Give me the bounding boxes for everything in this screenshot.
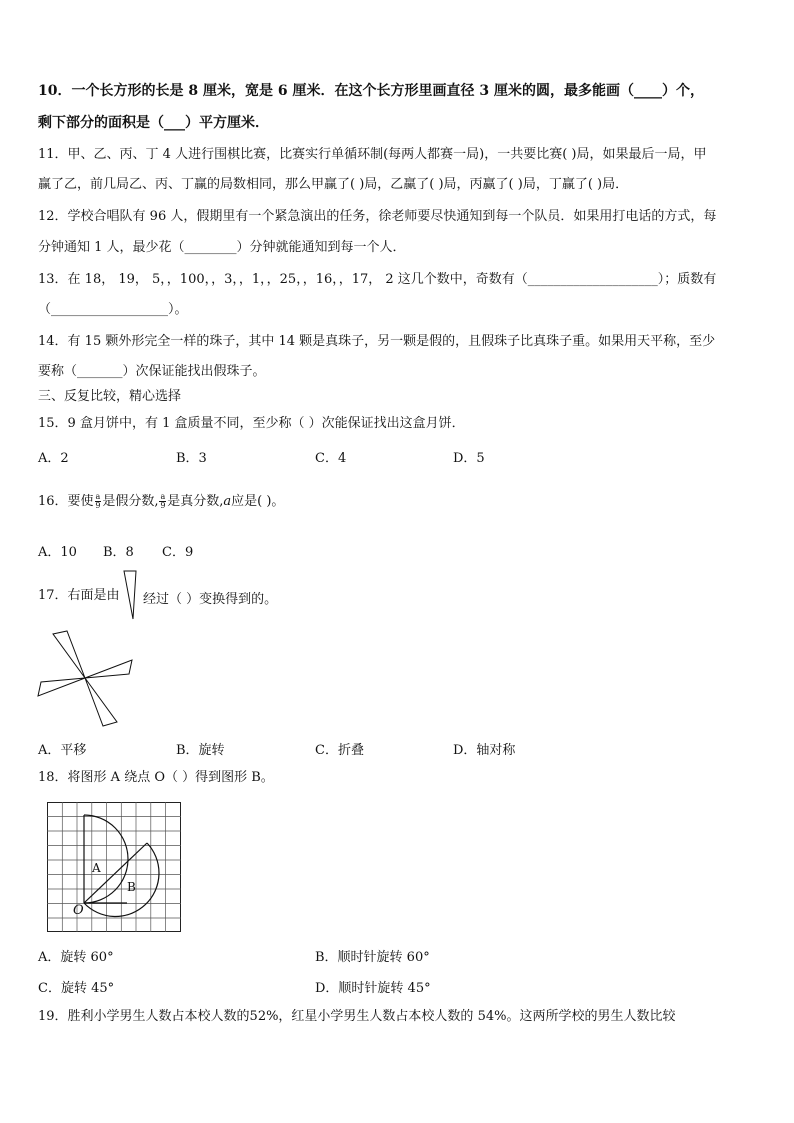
q18-label-a: A [92,861,101,875]
q16-mid: 是假分数, [102,494,159,509]
q15-option-b[interactable]: B．3 [176,451,207,466]
q12-line2: 分钟通知 1 人，最少花（________）分钟就能通知到每一个人． [38,240,406,255]
q16-frac2-num: a [160,492,166,501]
q16-fraction-2 [159,493,166,510]
q18-label-b: B [127,880,136,894]
section-heading: 三、反复比较，精心选择 [38,389,182,404]
q17-stem-suffix: 经过（ ）变换得到的。 [143,592,278,607]
q18-option-c[interactable]: C．旋转 45° [38,981,115,996]
q17-small-triangle [123,570,137,620]
q18-option-a[interactable]: A．旋转 60° [38,950,114,965]
q16-option-a[interactable]: A．10 [38,545,77,560]
q19-line1: 19．胜利小学男生人数占本校人数的52%，红星小学男生人数占本校人数的 54%。这两所学校的男生人数比较 [38,1009,676,1024]
q16-stem [38,492,284,512]
q16-frac2-den: 9 [160,501,166,510]
q18-option-b[interactable]: B．顺时针旋转 60° [315,950,430,965]
q17-stem-prefix: 17．右面是由 [38,588,120,603]
q17-option-c[interactable]: C．折叠 [315,743,364,758]
q11-line1: 11．甲、乙、丙、丁 4 人进行围棋比赛，比赛实行单循环制(每两人都赛一局)，一共要比赛( )局，如果最后一局，甲 [38,147,707,162]
q15-stem: 15．9 盒月饼中，有 1 盒质量不同，至少称（ ）次能保证找出这盒月饼． [38,416,465,431]
q18-option-d[interactable]: D．顺时针旋转 45° [315,981,431,996]
q16-option-b[interactable]: B．8 [103,545,134,560]
q17-option-d[interactable]: D．轴对称 [453,743,516,758]
q17-option-b[interactable]: B．旋转 [176,743,225,758]
q11-line2: 赢了乙，前几局乙、丙、丁赢的局数相同，那么甲赢了( )局，乙赢了( )局，丙赢了( )局，丁赢了( )局． [38,177,629,192]
q18-grid-figure [47,802,181,932]
q14-line1: 14．有 15 颗外形完全一样的珠子，其中 14 颗是真珠子，另一颗是假的，且假珠子比真珠子重。如果用天平称，至少 [38,334,716,349]
q16-end: 应是( )。 [231,494,285,509]
q10-line1: 10．一个长方形的长是 8 厘米，宽是 6 厘米．在这个长方形里画直径 3 厘米的圆，最多能画（____）个， [38,83,704,99]
q15-option-a[interactable]: A．2 [38,451,69,466]
q15-option-c[interactable]: C．4 [315,451,347,466]
q17-option-a[interactable]: A．平移 [38,743,87,758]
q16-fraction-1 [95,493,102,510]
q13-line2: （__________________）。 [38,302,188,317]
q16-frac1-num: a [95,492,101,501]
q16-prefix: 16．要使 [38,494,94,509]
q18-label-o: O [73,903,84,918]
q10-line2: 剩下部分的面积是（___）平方厘米． [38,115,269,131]
q16-option-c[interactable]: C．9 [162,545,194,560]
q18-stem: 18．将图形 A 绕点 O（ ）得到图形 B。 [38,770,274,785]
q17-pinwheel-figure [37,630,133,727]
q12-line1: 12．学校合唱队有 96 人，假期里有一个紧急演出的任务，徐老师要尽快通知到每一个队员．如果用打电话的方式，每 [38,209,717,224]
q13-line1: 13．在 18， 19， 5，，100，，3，，1，，25，，16，，17， 2 这几个数中，奇数有（____________________）；质数有 [38,272,717,287]
q15-option-d[interactable]: D．5 [453,451,485,466]
q16-suffix: 是真分数, [167,494,224,509]
q14-line2: 要称（_______）次保证能找出假珠子。 [38,364,266,379]
q16-var: a [223,494,232,509]
q16-frac1-den: 9 [95,501,101,510]
